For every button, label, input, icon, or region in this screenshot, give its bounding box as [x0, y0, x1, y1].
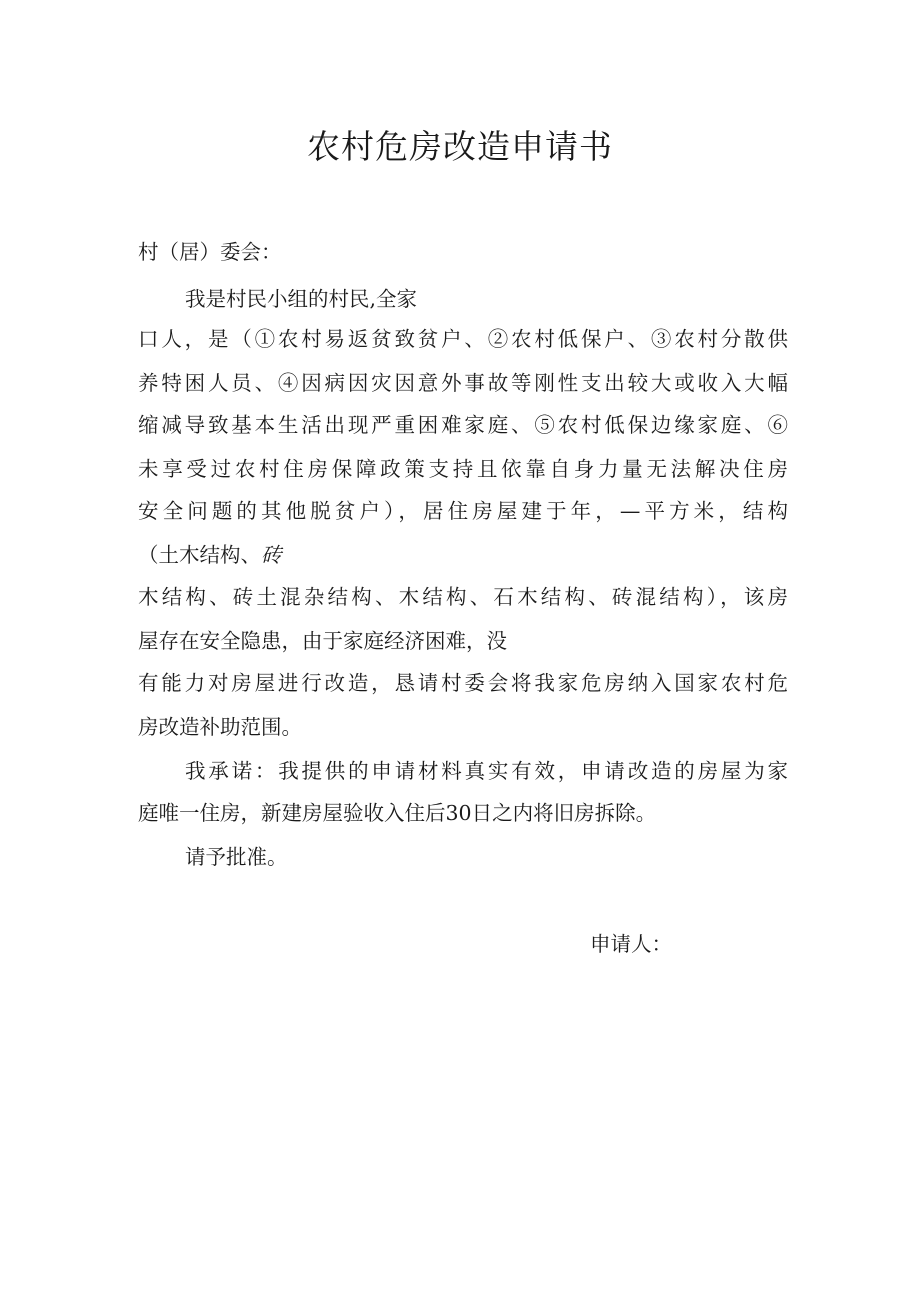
body-line: 庭唯一住房，新建房屋验收入住后30日之内将旧房拆除。 [138, 801, 657, 825]
body-line: 安全问题的其他脱贫户），居住房屋建于年，—平方米，结构 [138, 499, 788, 523]
body-line: 请予批准。 [185, 845, 288, 869]
body-line: 我是村民小组的村民,全家 [185, 287, 418, 311]
body-line: 木结构、砖土混杂结构、木结构、石木结构、砖混结构），该房 [138, 585, 788, 609]
body-line: 养特困人员、④因病因灾因意外事故等刚性支出较大或收入大幅 [138, 371, 788, 395]
body-line-italic-text: 砖 [261, 543, 282, 567]
body-line: 房改造补助范围。 [138, 715, 302, 739]
body-line: 有能力对房屋进行改造，恳请村委会将我家危房纳入国家农村危 [138, 671, 788, 695]
body-line-text: （土木结构、 [138, 543, 261, 567]
body-line-structure-start [138, 541, 788, 569]
body-line: 我承诺：我提供的申请材料真实有效，申请改造的房屋为家 [185, 759, 788, 783]
body-line: 缩减导致基本生活出现严重困难家庭、⑤农村低保边缘家庭、⑥ [138, 413, 788, 437]
body-line: 口人，是（①农村易返贫致贫户、②农村低保户、③农村分散供 [138, 327, 788, 351]
body-line: 屋存在安全隐患，由于家庭经济困难，没 [138, 629, 507, 653]
salutation: 村（居）委会： [138, 240, 282, 264]
signature-label: 申请人： [590, 932, 672, 956]
document-title: 农村危房改造申请书 [307, 127, 613, 166]
body-line: 未享受过农村住房保障政策支持且依靠自身力量无法解决住房 [138, 457, 788, 481]
